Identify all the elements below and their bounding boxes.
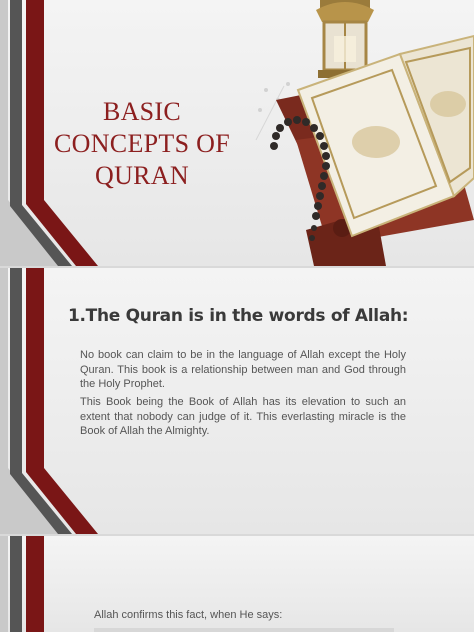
cut-off-text-line [94, 628, 394, 632]
slide-title [44, 96, 240, 192]
title-slide [0, 0, 474, 266]
content-slide [0, 268, 474, 534]
title-line: CONCEPTS OF [54, 129, 230, 158]
title-line: BASIC [102, 97, 182, 126]
paragraph: This Book being the Book of Allah has its elevation to such an extent that nobody can judge of it. This everlasting miracle is the Book of Allah the Almighty. [80, 396, 406, 437]
title-line: QURAN [95, 161, 189, 190]
paragraph: No book can claim to be in the language of Allah except the Holy Quran. This book is a relationship between man and God through the Holy Prophet. [80, 349, 406, 390]
content-slide [0, 536, 474, 632]
quote-intro: Allah confirms this fact, when He says: [94, 609, 283, 621]
quran-lantern-image [236, 0, 474, 266]
slide-heading: 1.The Quran is in the words of Allah: [68, 306, 409, 326]
